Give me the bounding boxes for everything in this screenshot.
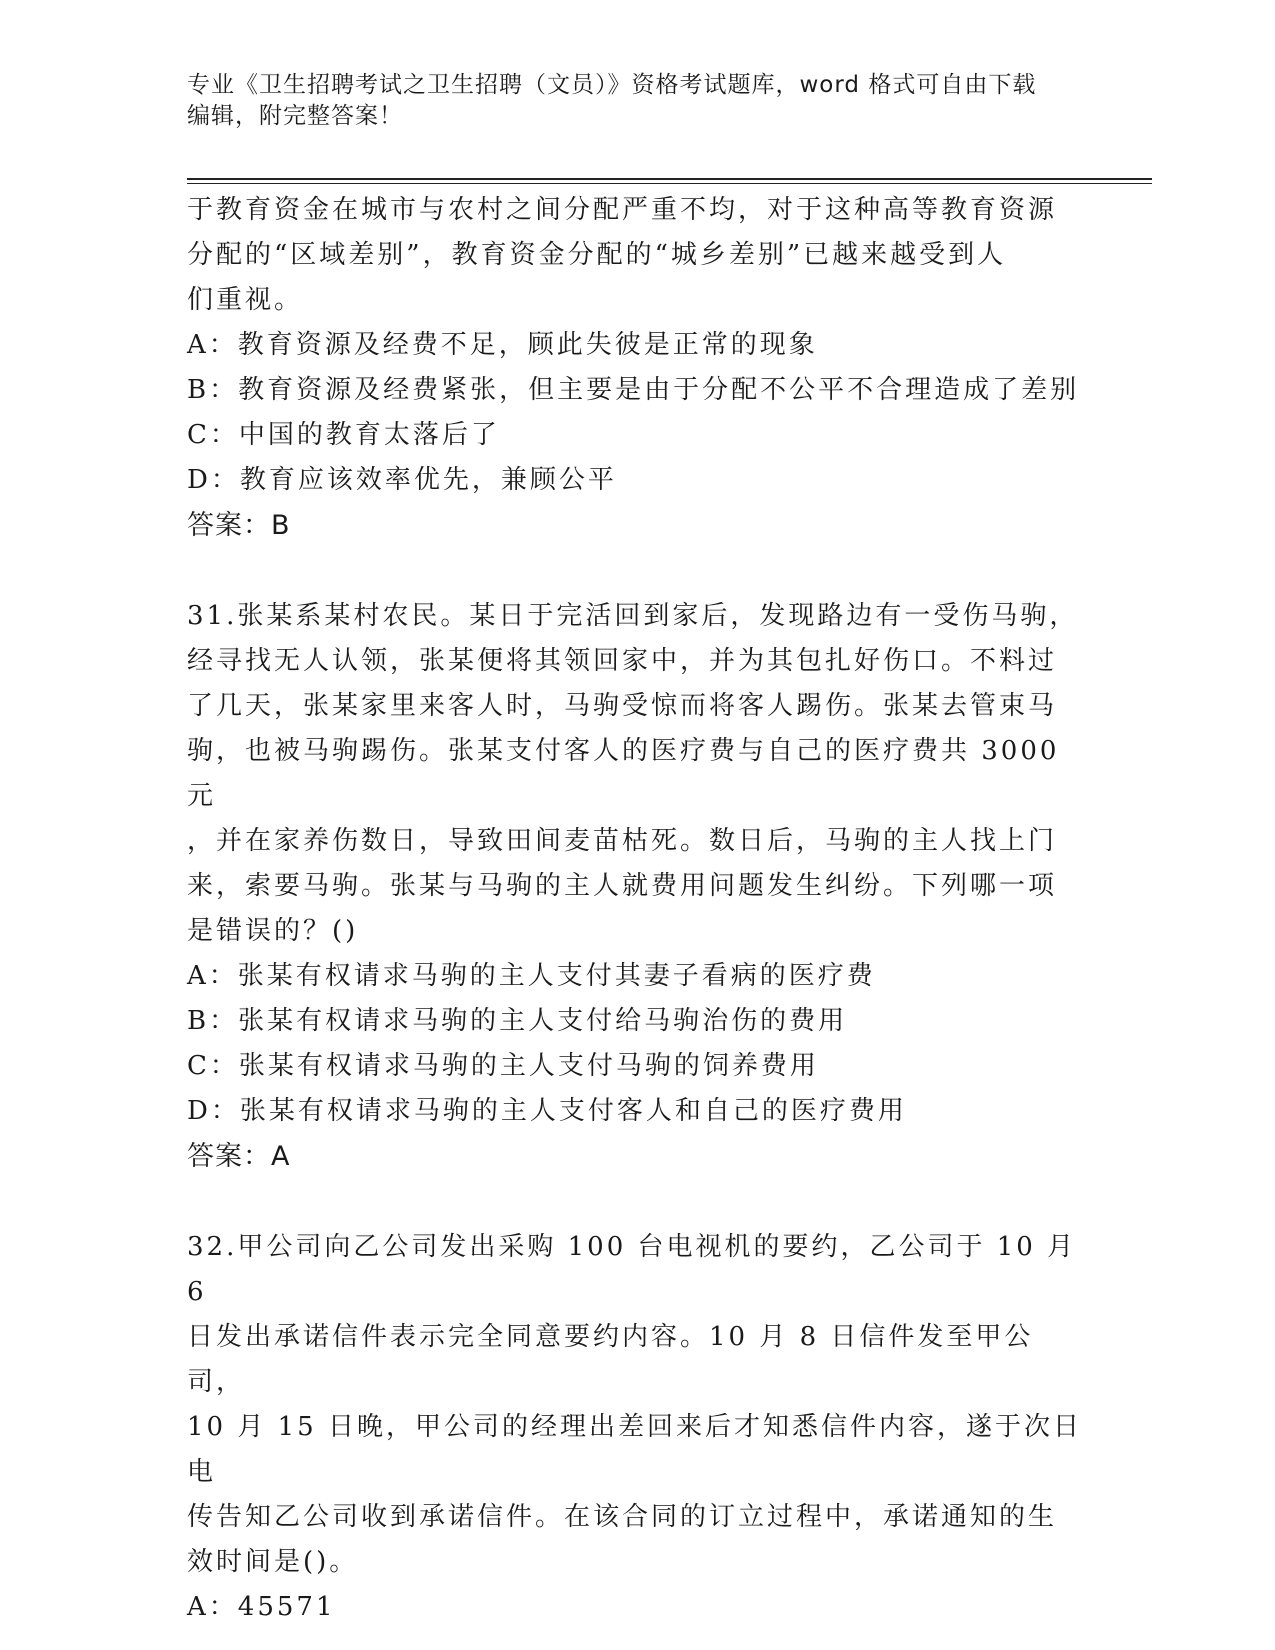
header-divider-thin: [187, 183, 1152, 184]
option-a: A：45571: [187, 1592, 336, 1622]
question-stem-line: 了几天，张某家里来客人时，马驹受惊而将客人踢伤。张某去管束马: [187, 691, 1058, 721]
question-stem-line: 32.甲公司向乙公司发出采购 100 台电视机的要约，乙公司于 10 月 6: [187, 1232, 1077, 1307]
question-stem-line: 是错误的？(): [187, 916, 359, 946]
option-c: C：中国的教育太落后了: [187, 420, 500, 450]
option-b: B：教育资源及经费紧张，但主要是由于分配不公平不合理造成了差别: [187, 375, 1080, 405]
question-stem-line: 们重视。: [187, 285, 304, 315]
option-c: C：张某有权请求马驹的主人支付马驹的饲养费用: [187, 1051, 819, 1081]
page-header: [187, 70, 1077, 132]
question-stem-line: 31.张某系某村农民。某日于完活回到家后，发现路边有一受伤马驹，: [187, 601, 1079, 631]
option-a: A：教育资源及经费不足，顾此失彼是正常的现象: [187, 330, 818, 360]
question-stem-line: 传告知乙公司收到承诺信件。在该合同的订立过程中，承诺通知的生: [187, 1502, 1058, 1532]
option-a: A：张某有权请求马驹的主人支付其妻子看病的医疗费: [187, 961, 876, 991]
spacer: [187, 1179, 1087, 1225]
option-d: D：张某有权请求马驹的主人支付客人和自己的医疗费用: [187, 1096, 907, 1126]
question-31: [187, 594, 1087, 1179]
answer-label: 答案：A: [187, 1141, 291, 1172]
question-30: [187, 188, 1087, 548]
answer-label: 答案：B: [187, 510, 291, 541]
question-stem-line: 日发出承诺信件表示完全同意要约内容。10 月 8 日信件发至甲公司，: [187, 1322, 1034, 1397]
option-d: D：教育应该效率优先，兼顾公平: [187, 465, 617, 495]
question-stem-line: 10 月 15 日晚，甲公司的经理出差回来后才知悉信件内容，遂于次日电: [187, 1412, 1082, 1487]
question-stem-line: 来，索要马驹。张某与马驹的主人就费用问题发生纠纷。下列哪一项: [187, 871, 1058, 901]
header-divider-thick: [187, 178, 1152, 180]
question-stem-line: ，并在家养伤数日，导致田间麦苗枯死。数日后，马驹的主人找上门: [187, 826, 1058, 856]
header-line-2: 编辑，附完整答案！: [187, 103, 403, 129]
spacer: [187, 548, 1087, 594]
document-body: [187, 188, 1087, 1630]
question-stem-line: 效时间是()。: [187, 1547, 359, 1577]
question-stem-line: 于教育资金在城市与农村之间分配严重不均，对于这种高等教育资源: [187, 195, 1058, 225]
option-b: B：张某有权请求马驹的主人支付给马驹治伤的费用: [187, 1006, 848, 1036]
question-stem-line: 经寻找无人认领，张某便将其领回家中，并为其包扎好伤口。不料过: [187, 646, 1058, 676]
question-stem-line: 驹，也被马驹踢伤。张某支付客人的医疗费与自己的医疗费共 3000 元: [187, 736, 1060, 811]
question-32: [187, 1225, 1087, 1630]
header-line-1: 专业《卫生招聘考试之卫生招聘（文员）》资格考试题库，word 格式可自由下载: [187, 72, 1037, 98]
question-stem-line: 分配的“区域差别”，教育资金分配的“城乡差别”已越来越受到人: [187, 240, 1007, 270]
